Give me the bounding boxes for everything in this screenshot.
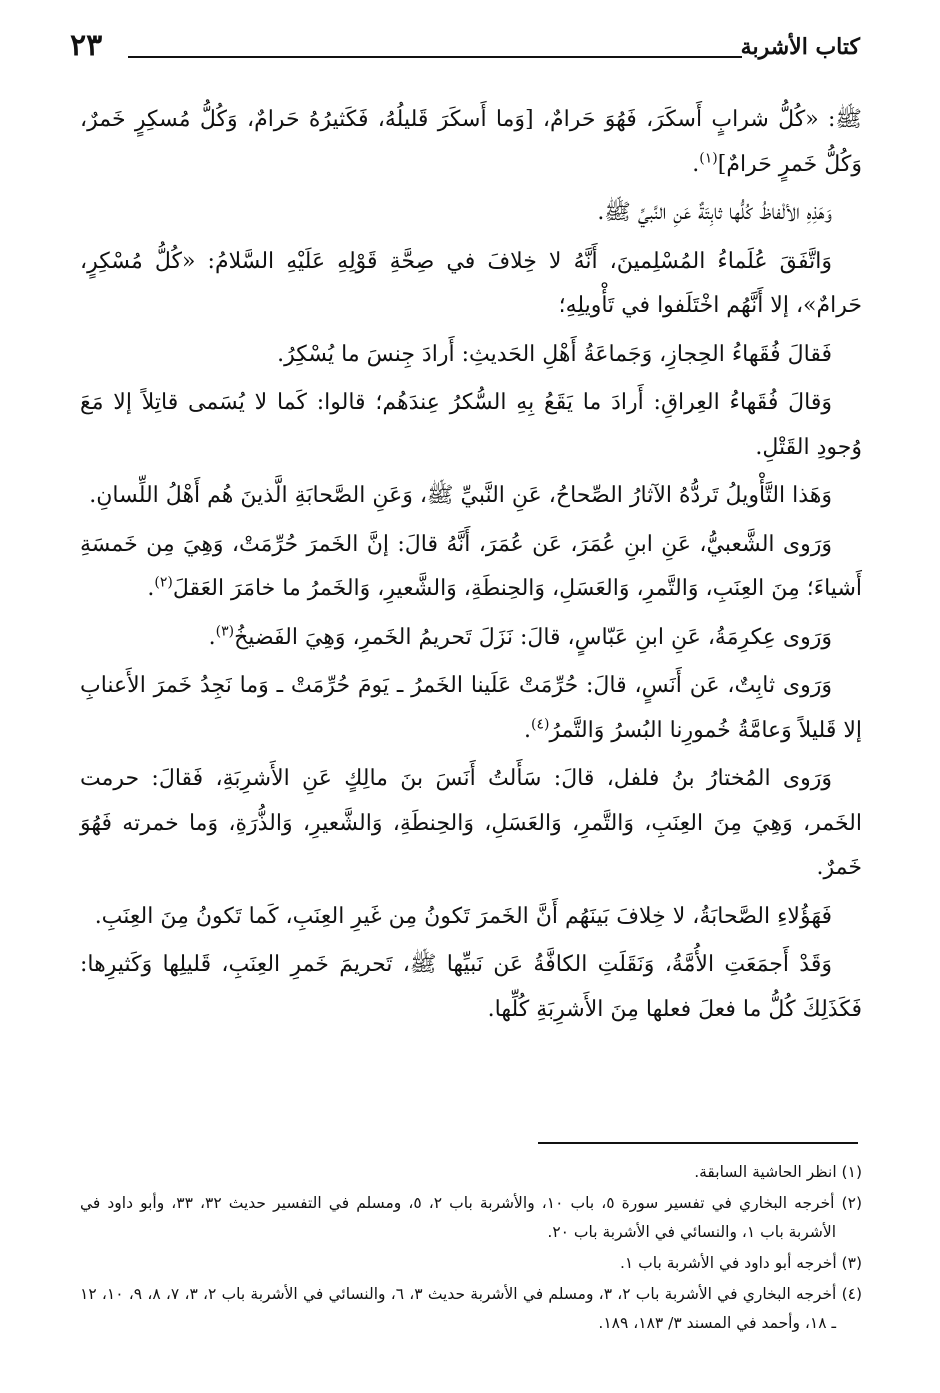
paragraph	[80, 616, 862, 661]
paragraph-end: .	[208, 624, 216, 650]
paragraph-end: .	[692, 151, 700, 177]
paragraph-text: وَرَوى عِكرِمَةُ، عَنِ ابنِ عَبّاسٍ، قالَ: نَزَلَ تَحريمُ الخَمرِ، وَهِيَ الفَضيخُ	[234, 624, 832, 650]
footnote: (٣) أخرجه أبو داود في الأشربة باب ١.	[619, 1254, 862, 1272]
paragraph: وَاتَّفَقَ عُلَماءُ المُسْلِمينَ، أَنَّهُ لا خِلافَ في صِحَّةِ قَوْلِهِ عَلَيْهِ السَّلامُ: «كُلُّ مُسْكِرٍ، حَرامٌ»، إلا أَنَّهُم اخْتَلَفوا في تَأْويلِهِ؛	[80, 248, 862, 318]
paragraph: فَهَؤُلاءِ الصَّحابَةُ، لا خِلافَ بَينَهُم أَنَّ الخَمرَ تَكونُ مِن غَيرِ العِنَبِ، كَما تَكونُ مِنَ العِنَبِ.	[94, 903, 832, 929]
header-rule	[128, 56, 742, 58]
footnote-ref: (١)	[699, 150, 718, 167]
page-number: ٢٣	[70, 28, 103, 63]
paragraph	[80, 98, 862, 187]
running-head: كتاب الأشربة	[740, 34, 860, 60]
footnote: (١) انظر الحاشية السابقة.	[694, 1163, 862, 1181]
paragraph: وَهَذِهِ الألْفاظُ كُلُّها ثابِتَةٌ عَنِ النَّبيِّ ﷺ.	[597, 200, 832, 225]
paragraph: وَرَوى المُختارُ بنُ فلفل، قالَ: سَأَلتُ أَنَسَ بنَ مالِكٍ عَنِ الأَشرِبَةِ، فَقالَ: حرمت الخَمر، وَهِيَ مِنَ العِنَبِ، وَالتَّمرِ، وَالعَسَلِ، وَالحِنطَةِ، وَالشَّعيرِ، وَالذُّرَةِ، وَما خمرته فَهُوَ خَمرٌ.	[80, 766, 862, 880]
paragraph-end: .	[147, 576, 155, 601]
main-text	[80, 98, 862, 1036]
footnotes	[80, 1158, 862, 1340]
footnote: (٢) أخرجه البخاري في تفسير سورة ٥، باب ١٠، والأشربة باب ٢، ٥، ومسلم في التفسير حديث ٣٢، ٣٣، وأبو داود في الأشربة باب ١، والنسائي في الأشربة باب ٢٠.	[80, 1194, 862, 1241]
footnote-separator	[538, 1142, 858, 1144]
paragraph: فَقالَ فُقَهاءُ الحِجازِ، وَجَماعَةُ أَهْلِ الحَديثِ: أَرادَ جِنسَ ما يُسْكِرُ.	[277, 341, 832, 367]
paragraph	[80, 664, 862, 753]
paragraph: وَهَذا التَّأْويلُ تَردُّهُ الآثارُ الصِّحاحُ، عَنِ النَّبيِّ ﷺ، وَعَنِ الصَّحابَةِ الَّذينَ هُم أَهْلُ اللِّسانِ.	[89, 483, 832, 508]
footnote-ref: (٤)	[531, 716, 550, 733]
paragraph-text: وَرَوى ثابِتٌ، عَن أَنَسٍ، قالَ: حُرِّمَتْ عَلَينا الخَمرُ ـ يَومَ حُرِّمَتْ ـ وَما نَجِدُ خَمرَ الأَعنابِ إلا قَليلاً وَعامَّةُ خُمورِنا البُسرُ وَالتَّمرُ	[80, 673, 862, 743]
footnote: (٤) أخرجه البخاري في الأشربة باب ٢، ٣، ومسلم في الأشربة حديث ٣، ٦، والنسائي في الأشربة باب ٢، ٣، ٧، ٨، ٩، ١٠، ١٢ ـ ١٨، وأحمد في المسند ٣/ ١٨٣، ١٨٩.	[80, 1285, 863, 1332]
paragraph	[80, 523, 862, 612]
footnote-ref: (٢)	[154, 574, 173, 591]
paragraph-end: .	[524, 717, 532, 743]
paragraph: وَقَدْ أَجمَعَتِ الأُمَّةُ، وَنَقَلَتِ الكافَّةُ عَن نَبيِّها ﷺ، تَحريمَ خَمرِ العِنَبِ، قَليلِها وَكَثيرِها: فَكَذَلِكَ كُلُّ ما فعلَ فعلها مِنَ الأَشرِبَةِ كُلِّها.	[80, 952, 862, 1022]
paragraph-text: وَرَوى الشَّعبيُّ، عَنِ ابنِ عُمَرَ، عَن عُمَرَ، أَنَّهُ قالَ: إنَّ الخَمرَ حُرِّمَتْ، وَهِيَ مِن خَمسَةِ أَشياءَ؛ مِنَ العِنَبِ، وَالتَّمرِ، وَالعَسَلِ، وَالحِنطَةِ، وَالشَّعيرِ، وَالخَمرُ ما خامَرَ العَقلَ	[80, 531, 862, 601]
footnote-ref: (٣)	[215, 623, 235, 640]
paragraph: وَقالَ فُقَهاءُ العِراقِ: أَرادَ ما يَقَعُ بِهِ السُّكرُ عِندَهُم؛ قالوا: كَما لا يُسَمى قاتِلاً إلا مَعَ وُجودِ القَتْلِ.	[80, 390, 862, 460]
paragraph-text: ﷺ: «كُلُّ شرابٍ أَسكَرَ، فَهُوَ حَرامٌ، [وَما أَسكَرَ قَليلُهُ، فَكَثيرُهُ حَرامٌ، وَكُلُّ مُسكِرٍ خَمرٌ، وَكُلُّ خَمرٍ حَرامٌ]	[80, 107, 862, 177]
page-header	[70, 26, 860, 66]
